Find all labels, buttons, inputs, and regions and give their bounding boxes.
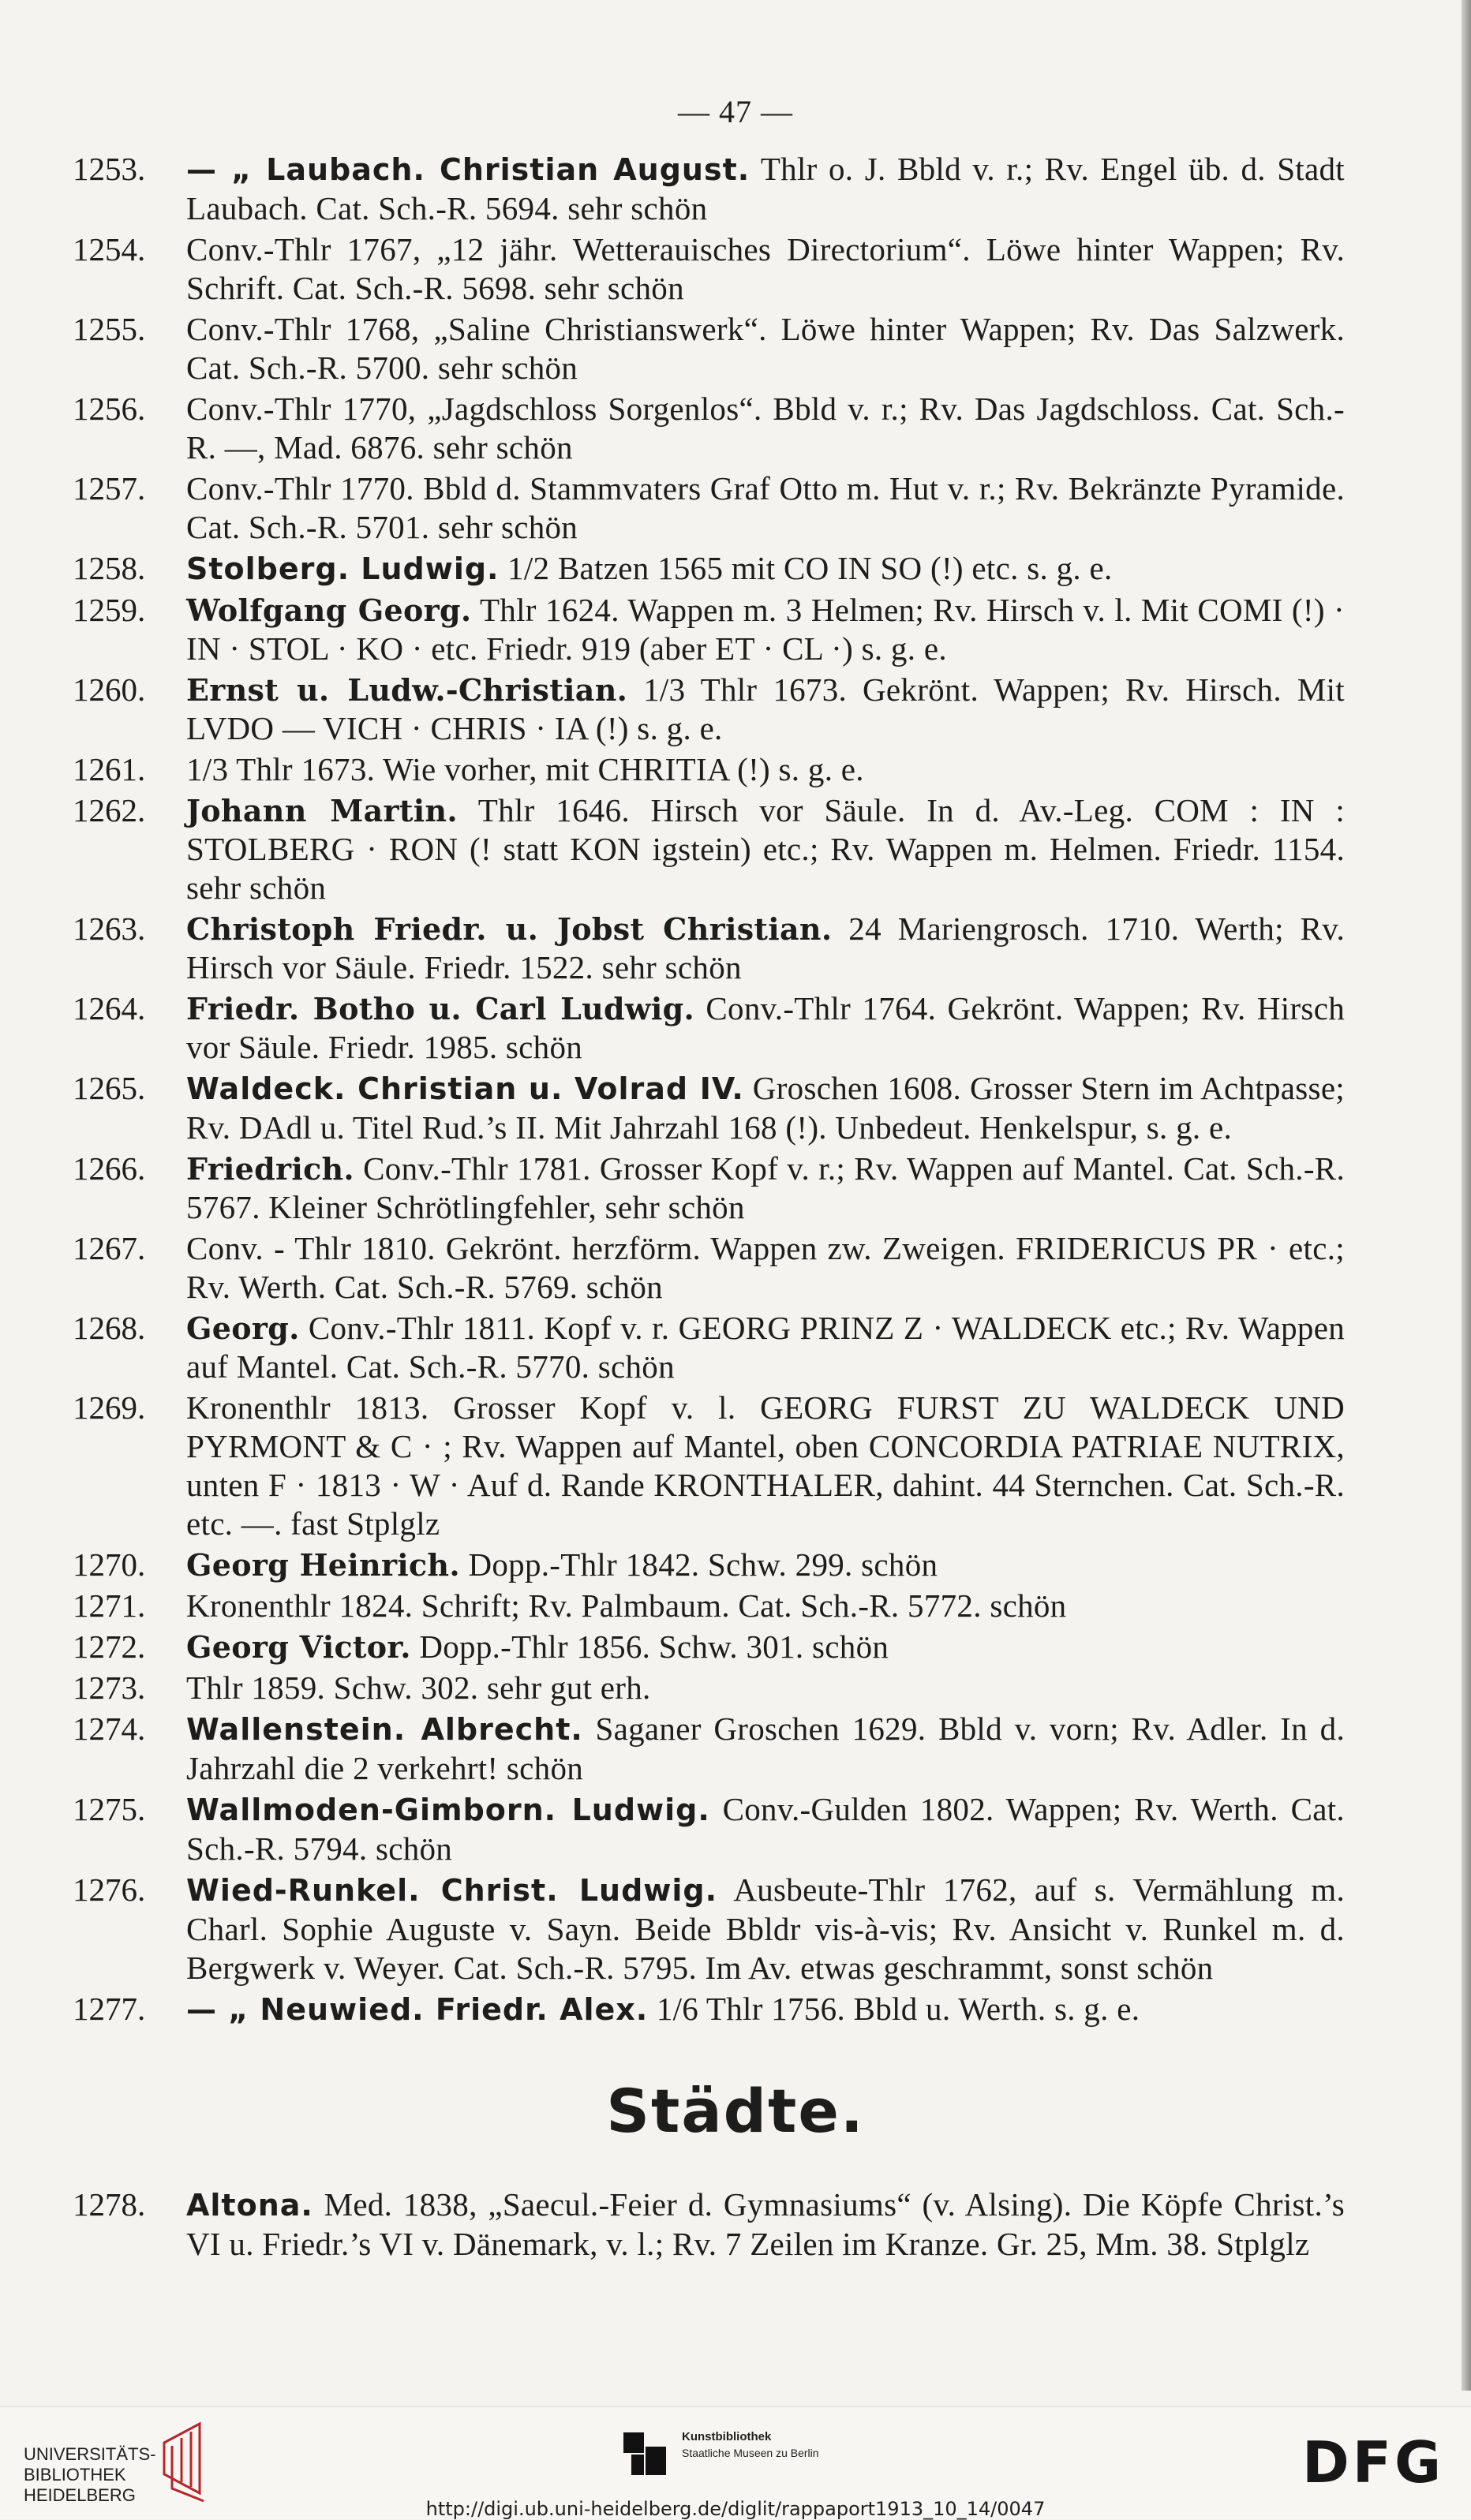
entry-list-after-heading [0,2185,1471,2264]
catalogue-entry [0,390,1471,467]
catalogue-entry [0,310,1471,387]
museum-line: Staatliche Museen zu Berlin [682,2447,819,2459]
entry-description: Thlr 1859. Schw. 302. sehr gut erh. [186,1669,651,1706]
catalogue-entry [0,1309,1471,1386]
entry-number: 1274. [73,1711,146,1747]
museum-logo[interactable] [623,2426,876,2489]
entry-description: Med. 1838, „Saecul.-Feier d. Gymnasiums“ (v. Alsing). Die Köpfe Christ.’s VI u. Friedr.’s VI v. Dänemark, v. l.; Rv. 7 Zeilen im Kranze. Gr. 25, Mm. 38. Stplglz [186,2186,1345,2262]
catalogue-entry [0,230,1471,308]
entry-number: 1278. [73,2186,146,2223]
entry-description: Thlr o. J. Bbld v. r.; Rv. Engel üb. d. Stadt Laubach. Cat. Sch.-R. 5694. sehr schön [186,151,1345,226]
entry-body [186,671,1345,748]
catalogue-entry [0,791,1471,907]
entry-number: 1254. [73,231,146,267]
entry-body [186,1669,1345,1707]
entry-body [186,791,1345,907]
dfg-wordmark: DFG [1302,2429,1445,2496]
entry-name: Georg Victor. [186,1629,411,1665]
entry-description: Conv.-Thlr 1811. Kopf v. r. GEORG PRINZ Z · WALDECK etc.; Rv. Wappen auf Mantel. Cat. Sch.-R. 5770. schön [186,1310,1345,1385]
entry-number: 1270. [73,1546,146,1583]
entry-name: Waldeck. Christian u. Volrad IV. [186,1071,744,1106]
library-line: HEIDELBERG [24,2485,136,2505]
entry-description: Kronenthlr 1813. Grosser Kopf v. l. GEORG FURST ZU WALDECK UND PYRMONT & C · ; Rv. Wappen auf Mantel, oben CONCORDIA PATRIAE NUTRIX, unten F · 1813 · W · Auf d. Rande KRONTHALER, dahint. 44 Sternchen. Cat. Sch.-R. etc. —. fast Stplglz [186,1389,1345,1542]
library-name [24,2444,155,2506]
entry-description: Conv.-Thlr 1781. Grosser Kopf v. r.; Rv. Wappen auf Mantel. Cat. Sch.-R. 5767. Kleiner Schrötlingfehler, sehr schön [186,1150,1345,1225]
catalogue-entry [0,1710,1471,1788]
entry-body [186,1546,1345,1584]
entry-number: 1263. [73,910,146,947]
entry-description: 1/2 Batzen 1565 mit CO IN SO (!) etc. s. g. e. [507,550,1113,586]
entry-number: 1271. [73,1587,146,1624]
catalogue-entry [0,150,1471,228]
entry-number: 1275. [73,1791,146,1827]
entry-description: Dopp.-Thlr 1842. Schw. 299. schön [468,1546,938,1583]
entry-description: Saganer Groschen 1629. Bbld v. vorn; Rv. Adler. In d. Jahrzahl die 2 verkehrt! schön [186,1711,1345,1786]
museum-mark-icon [623,2432,666,2475]
entry-description: Groschen 1608. Grosser Stern im Achtpasse; Rv. DAdl u. Titel Rud.’s II. Mit Jahrzahl 168 (!). Unbedeut. Henkelspur, s. g. e. [186,1070,1346,1146]
entry-name: Georg. [186,1310,300,1346]
library-line: BIBLIOTHEK [24,2465,126,2484]
entry-description: Conv.-Gulden 1802. Wappen; Rv. Werth. Cat. Sch.-R. 5794. schön [186,1791,1345,1867]
catalogue-entry [0,1150,1471,1227]
entry-body [186,2185,1345,2264]
entry-number: 1253. [73,151,146,187]
entry-name: Friedrich. [186,1151,354,1187]
catalogue-entry [0,671,1471,748]
entry-number: 1256. [73,391,146,427]
entry-number: 1269. [73,1389,146,1426]
entry-number: 1257. [73,470,146,507]
entry-name: Stolberg. Ludwig. [186,551,500,586]
entry-name: Wied-Runkel. Christ. Ludwig. [186,1873,718,1908]
catalogue-entry [0,591,1471,668]
museum-line: Kunstbibliothek [682,2430,772,2443]
dfg-logo[interactable] [1302,2431,1452,2494]
entry-body [186,469,1345,547]
entry-body [186,1871,1345,1987]
entry-number: 1268. [73,1310,146,1346]
university-library-logo[interactable] [24,2419,205,2506]
catalogue-entry [0,1069,1471,1147]
entry-description: Conv. - Thlr 1810. Gekrönt. herzförm. Wappen zw. Zweigen. FRIDERICUS PR · etc.; Rv. Werth. Cat. Sch.-R. 5769. schön [186,1230,1345,1305]
entry-name: — „ Laubach. Christian August. [186,152,750,187]
entry-body [186,1389,1345,1543]
museum-name [682,2429,819,2461]
catalogue-entry [0,1990,1471,2029]
entry-body [186,591,1345,668]
entry-name: Christoph Friedr. u. Jobst Christian. [186,911,833,947]
catalogue-entry [0,750,1471,789]
source-url-link[interactable]: http://digi.ub.uni-heidelberg.de/diglit/rappaport1913_10_14/0047 [425,2498,1046,2520]
entry-description: 1/3 Thlr 1673. Wie vorher, mit CHRITIA (!) s. g. e. [186,751,864,787]
catalogue-entries [0,150,1471,2266]
entry-number: 1260. [73,671,146,708]
entry-body [186,230,1345,308]
entry-description: Ausbeute-Thlr 1762, auf s. Vermählung m. Charl. Sophie Auguste v. Sayn. Beide Bbldr vis-à-vis; Rv. Ansicht v. Runkel m. d. Bergwerk v. Weyer. Cat. Sch.-R. 5795. Im Av. etwas geschrammt, sonst schön [186,1871,1346,1986]
entry-body [186,1587,1345,1625]
entry-body [186,1790,1345,1868]
entry-description: Conv.-Thlr 1768, „Saline Christianswerk“. Löwe hinter Wappen; Rv. Das Salzwerk. Cat. Sch.-R. 5700. sehr schön [186,311,1345,386]
entry-number: 1264. [73,990,146,1026]
entry-name: Altona. [186,2188,313,2223]
entry-name: Friedr. Botho u. Carl Ludwig. [186,991,695,1026]
catalogue-entry [0,2185,1471,2264]
catalogue-entry [0,549,1471,589]
entry-description: 1/6 Thlr 1756. Bbld u. Werth. s. g. e. [656,1991,1140,2027]
entry-body [186,549,1345,589]
entry-number: 1272. [73,1628,146,1665]
entry-number: 1267. [73,1230,146,1266]
entry-body [186,1150,1345,1227]
catalogue-entry [0,910,1471,987]
entry-description: Conv.-Thlr 1770, „Jagdschloss Sorgenlos“. Bbld v. r.; Rv. Das Jagdschloss. Cat. Sch.-R. —, Mad. 6876. sehr schön [186,391,1345,465]
catalogue-entry [0,1871,1471,1987]
catalogue-entry [0,1229,1471,1307]
catalogue-entry [0,469,1471,547]
entry-body [186,390,1345,467]
entry-number: 1261. [73,751,146,787]
entry-name: Ernst u. Ludw.-Christian. [186,672,628,708]
entry-description: Conv.-Thlr 1770. Bbld d. Stammvaters Graf Otto m. Hut v. r.; Rv. Bekränzte Pyramide. Cat. Sch.-R. 5701. sehr schön [186,470,1345,545]
catalogue-entry [0,1790,1471,1868]
entry-name: Wolfgang Georg. [186,593,472,628]
entry-description: Kronenthlr 1824. Schrift; Rv. Palmbaum. Cat. Sch.-R. 5772. schön [186,1587,1067,1624]
library-line: UNIVERSITÄTS- [24,2444,156,2464]
catalogue-entry [0,1669,1471,1707]
entry-number: 1255. [73,311,146,347]
entry-description: 1/3 Thlr 1673. Gekrönt. Wappen; Rv. Hirsch. Mit LVDO — VICH · CHRIS · IA (!) s. g. e. [186,671,1345,746]
entry-body [186,1990,1345,2029]
page-number: — 47 — [678,94,793,129]
entry-number: 1277. [73,1991,146,2027]
entry-number: 1259. [73,592,146,628]
entry-number: 1266. [73,1150,146,1187]
entry-body [186,1069,1345,1147]
catalogue-entry [0,1389,1471,1543]
entry-number: 1276. [73,1871,146,1908]
entry-description: Thlr 1646. Hirsch vor Säule. In d. Av.-Leg. COM : IN : STOLBERG · RON (! statt KON igstein) etc.; Rv. Wappen m. Helmen. Friedr. 1154. sehr schön [186,792,1346,906]
section-heading: Städte. [606,2076,865,2146]
entry-body [186,750,1345,789]
entry-number: 1262. [73,792,146,828]
entry-name: Georg Heinrich. [186,1547,460,1583]
library-emblem-icon [156,2419,226,2506]
entry-body [186,1710,1345,1788]
entry-name: Wallenstein. Albrecht. [186,1712,583,1747]
entry-description: Thlr 1624. Wappen m. 3 Helmen; Rv. Hirsch v. l. Mit COMI (!) · IN · STOL · KO · etc. Friedr. 919 (aber ET · CL ·) s. g. e. [186,592,1346,667]
entry-list-before-heading [0,150,1471,2029]
entry-description: 24 Mariengrosch. 1710. Werth; Rv. Hirsch vor Säule. Friedr. 1522. sehr schön [186,910,1345,985]
entry-body [186,310,1345,387]
entry-number: 1258. [73,550,146,586]
entry-number: 1265. [73,1070,146,1106]
entry-body [186,1309,1345,1386]
entry-number: 1273. [73,1669,146,1706]
entry-body [186,150,1345,228]
entry-body [186,1229,1345,1307]
catalogue-entry [0,1628,1471,1666]
entry-body [186,989,1345,1067]
entry-name: — „ Neuwied. Friedr. Alex. [186,1992,649,2027]
entry-body [186,910,1345,987]
catalogue-entry [0,1587,1471,1625]
entry-name: Wallmoden-Gimborn. Ludwig. [186,1793,710,1827]
catalogue-entry [0,1546,1471,1584]
entry-name: Johann Martin. [186,793,458,828]
entry-body [186,1628,1345,1666]
catalogue-entry [0,989,1471,1067]
entry-description: Dopp.-Thlr 1856. Schw. 301. schön [419,1628,889,1665]
entry-description: Conv.-Thlr 1767, „12 jähr. Wetterauisches Directorium“. Löwe hinter Wappen; Rv. Schrift. Cat. Sch.-R. 5698. sehr schön [186,231,1345,306]
entry-description: Conv.-Thlr 1764. Gekrönt. Wappen; Rv. Hirsch vor Säule. Friedr. 1985. schön [186,990,1345,1065]
